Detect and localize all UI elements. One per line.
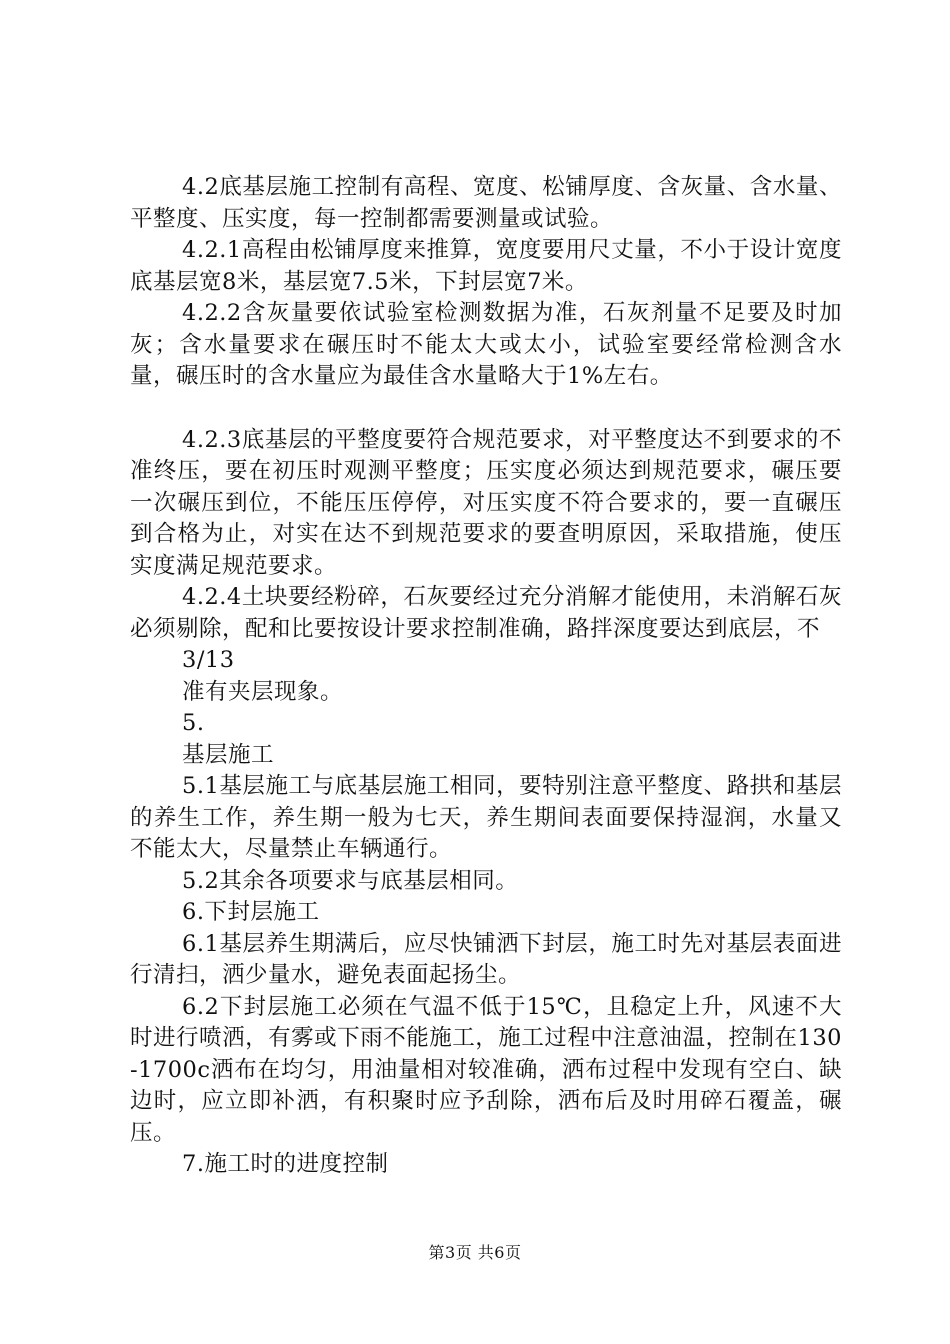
paragraph-4-2-1: 4.2.1高程由松铺厚度来推算，宽度要用尺丈量，不小于设计宽度底基层宽8米，基层宽7.5米，下封层宽7米。 [130, 237, 842, 295]
inline-page-marker: 3/13 [182, 647, 235, 673]
section-7-title: 7.施工时的进度控制 [182, 1151, 389, 1177]
section-5-title: 基层施工 [182, 741, 275, 768]
paragraph-6-2: 6.2下封层施工必须在气温不低于15℃，且稳定上升，风速不大时进行喷洒，有雾或下雨不能施工，施工过程中注意油温，控制在130-1700c洒布在均匀，用油量相对较准确，洒布过程中发现有空白、缺边时，应立即补洒，有积聚时应予刮除，洒布后及时用碎石覆盖，碾压。 [130, 993, 842, 1146]
document-body [130, 172, 842, 1181]
page-footer: 第3页 共6页 [428, 1243, 522, 1262]
paragraph-4-2-4: 4.2.4土块要经粉碎，石灰要经过充分消解才能使用，未消解石灰必须剔除，配和比要按设计要求控制准确，路拌深度要达到底层，不 [130, 584, 842, 642]
section-5-number: 5. [182, 710, 205, 736]
paragraph-5-2: 5.2其余各项要求与底基层相同。 [182, 867, 519, 894]
paragraph-6-1: 6.1基层养生期满后，应尽快铺洒下封层，施工时先对基层表面进行清扫，洒少量水，避免表面起扬尘。 [130, 930, 842, 988]
paragraph-4-2-2: 4.2.2含灰量要依试验室检测数据为准，石灰剂量不足要及时加灰；含水量要求在碾压时不能太大或太小，试验室要经常检测含水量，碾压时的含水量应为最佳含水量略大于1%左右。 [130, 300, 842, 389]
section-6-title: 6.下封层施工 [182, 899, 320, 925]
paragraph-4-2: 4.2底基层施工控制有高程、宽度、松铺厚度、含灰量、含水量、平整度、压实度，每一控制都需要测量或试验。 [130, 174, 842, 232]
paragraph-gap [130, 393, 842, 425]
paragraph-continuation: 准有夹层现象。 [182, 678, 344, 705]
paragraph-5-1: 5.1基层施工与底基层施工相同，要特别注意平整度、路拱和基层的养生工作，养生期一般为七天，养生期间表面要保持湿润，水量又不能太大，尽量禁止车辆通行。 [130, 773, 842, 862]
paragraph-4-2-3: 4.2.3底基层的平整度要符合规范要求，对平整度达不到要求的不准终压，要在初压时观测平整度；压实度必须达到规范要求，碾压要一次碾压到位，不能压压停停，对压实度不符合要求的，要一直碾压到合格为止，对实在达不到规范要求的要查明原因，采取措施，使压实度满足规范要求。 [130, 426, 842, 579]
